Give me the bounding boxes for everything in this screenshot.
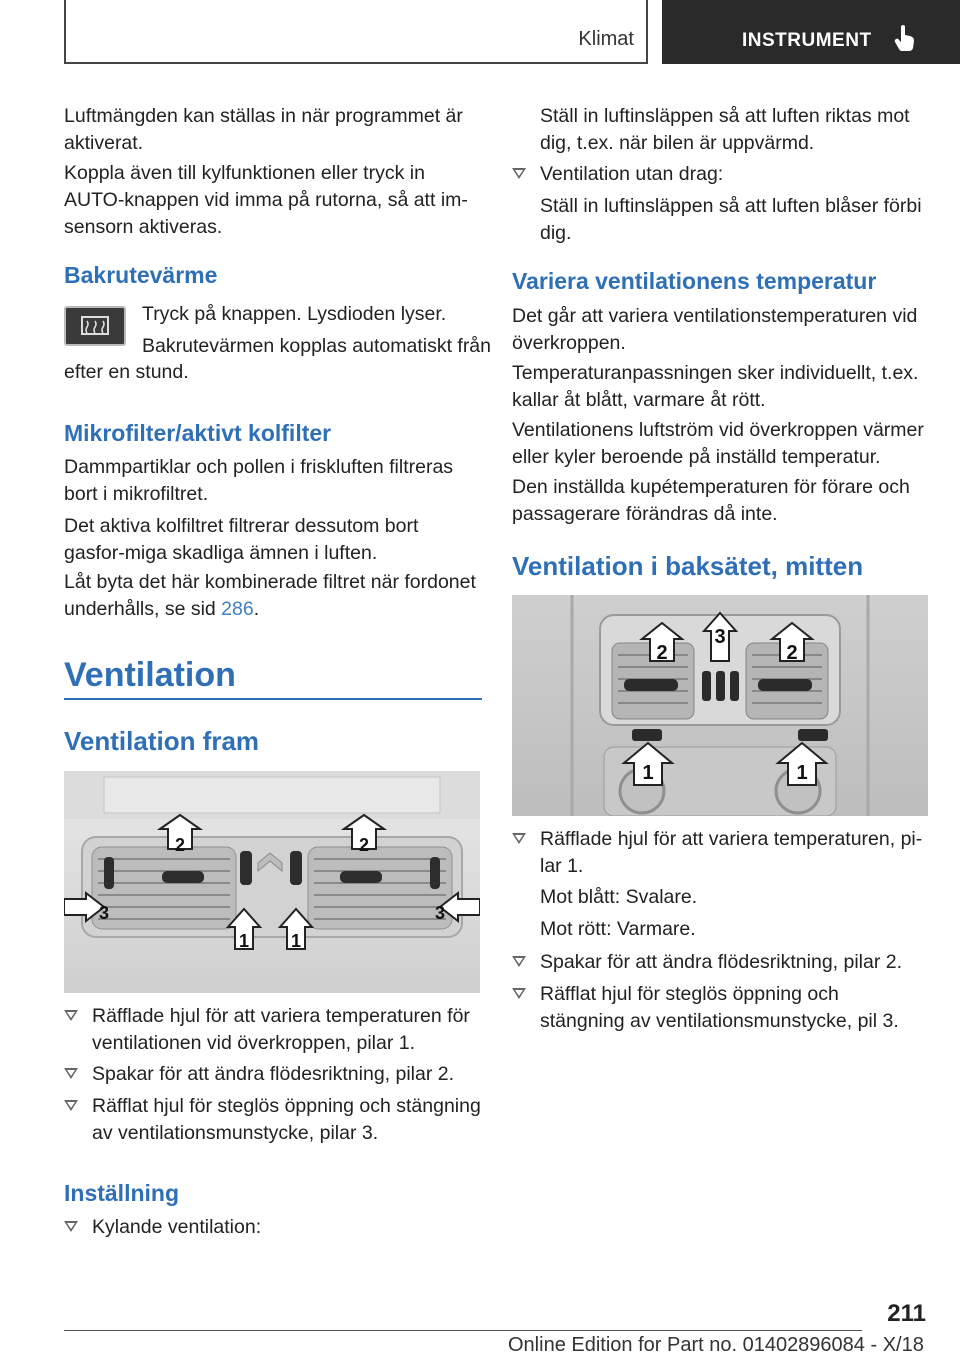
rear-vent-figure [512,595,928,816]
bullet-triangle-icon [512,956,526,967]
list-item-text: Spakar för att ändra flödesriktning, pilar 2. [92,1063,455,1085]
paragraph-cabin-temp: Den inställda kupétemperaturen för förare och passagerare förändras då inte. [512,476,910,525]
footer-rule [64,1330,862,1331]
pointing-hand-icon [894,24,916,52]
list-item-rear-3 [512,981,928,1037]
header-chapter-box [662,0,960,64]
paragraph-vary-temp: Det går att variera ventilationstemperaturen vid överkroppen. [512,305,918,354]
paragraph-replace-filter [64,569,482,623]
list-item-rear-2 [512,949,928,977]
paragraph-auto-off-a: Bakrutevärmen kopplas automatiskt från [142,335,492,357]
front-label-3-left: 3 [98,903,110,923]
header-chapter-title: INSTRUMENT [742,30,872,51]
front-label-3-right: 3 [434,903,446,923]
bullet-triangle-icon [512,988,526,999]
footer-edition: Online Edition for Part no. 01402896084 - X/18 [508,1334,924,1356]
list-item-cooling [64,1214,482,1242]
page-reference-link[interactable]: 286 [221,598,254,620]
heading-mikrofilter: Mikrofilter/aktivt kolfilter [64,420,332,446]
heading-installning: Inställning [64,1180,179,1206]
list-item-text: Räfflade hjul för att variera temperaturen för ventilationen vid överkroppen, pilar 1. [92,1005,470,1054]
bullet-triangle-icon [64,1010,78,1021]
list-item-text: Spakar för att ändra flödesriktning, pilar 2. [540,951,903,973]
paragraph-individual: Temperaturanpassningen sker individuellt, t.ex. kallar åt blått, varmare åt rött. [512,362,919,411]
bullet-triangle-icon [64,1221,78,1232]
rear-label-2-left: 2 [656,642,668,664]
heading-variera-temperatur: Variera ventilationens temperatur [512,268,877,294]
page-number: 211 [887,1300,926,1327]
paragraph-red-warmer: Mot rött: Varmare. [540,918,696,940]
front-label-2-left: 2 [174,835,186,855]
paragraph-blue-cooler: Mot blått: Svalare. [540,886,698,908]
heading-bakrutevarme: Bakrutevärme [64,262,218,288]
list-item-text: Räfflat hjul för steglös öppning och stängning av ventilationsmunstycke, pil 3. [540,983,899,1032]
header-section-title: Klimat [578,28,634,50]
rear-label-2-right: 2 [786,642,798,664]
list-item-no-draft [512,161,928,189]
bullet-triangle-icon [512,833,526,844]
front-label-1-right: 1 [290,931,302,951]
paragraph-air-past: Ställ in luftinsläppen så att luften blåser förbi dig. [540,195,922,244]
replace-filter-end: . [253,598,260,620]
heading-ventilation: Ventilation [64,656,236,694]
header-section-box [64,0,648,64]
front-label-2-right: 2 [358,835,370,855]
paragraph-defog: Koppla även till kylfunktionen eller tryck in AUTO-knappen vid imma på rutorna, så att im-sensorn aktiveras. [64,162,468,238]
heading-ventilation-baksate: Ventilation i baksätet, mitten [512,551,864,581]
replace-filter-text: Låt byta det här kombinerade filtret när fordonet underhålls, se sid [64,571,476,620]
bullet-triangle-icon [64,1068,78,1079]
paragraph-dust: Dammpartiklar och pollen i friskluften filtreras bort i mikrofiltret. [64,456,454,505]
front-vent-figure [64,771,480,993]
list-item-text: Ventilation utan drag: [540,163,724,185]
paragraph-auto-off-b: efter en stund. [64,361,189,383]
heading-rule [64,698,482,700]
paragraph-air-amount: Luftmängden kan ställas in när programmet är aktiverat. [64,105,463,154]
list-item-front-1 [64,1003,482,1059]
paragraph-press-button: Tryck på knappen. Lysdioden lyser. [142,303,447,325]
front-label-1-left: 1 [238,931,250,951]
heading-ventilation-fram: Ventilation fram [64,726,260,756]
bullet-triangle-icon [512,168,526,179]
rear-defrost-icon [66,308,124,344]
rear-label-3: 3 [714,626,726,648]
list-item-text: Räfflat hjul för steglös öppning och stängning av ventilationsmunstycke, pilar 3. [92,1095,481,1144]
list-item-front-3 [64,1093,482,1149]
rear-defrost-button-icon [64,306,126,346]
list-item-front-2 [64,1061,482,1089]
paragraph-airflow: Ventilationens luftström vid överkroppen värmer eller kyler beroende på inställd temperatur. [512,419,924,468]
rear-label-1-left: 1 [642,762,654,784]
paragraph-direct-air: Ställ in luftinsläppen så att luften riktas mot dig, t.ex. när bilen är uppvärmd. [540,105,910,154]
rear-label-1-right: 1 [796,762,808,784]
list-item-text: Räfflade hjul för att variera temperaturen, pi-lar 1. [540,828,923,877]
bullet-triangle-icon [64,1100,78,1111]
list-item-rear-1 [512,826,928,882]
paragraph-carbon: Det aktiva kolfiltret filtrerar dessutom bort gasfor-miga skadliga ämnen i luften. [64,515,419,564]
list-item-text: Kylande ventilation: [92,1216,262,1238]
